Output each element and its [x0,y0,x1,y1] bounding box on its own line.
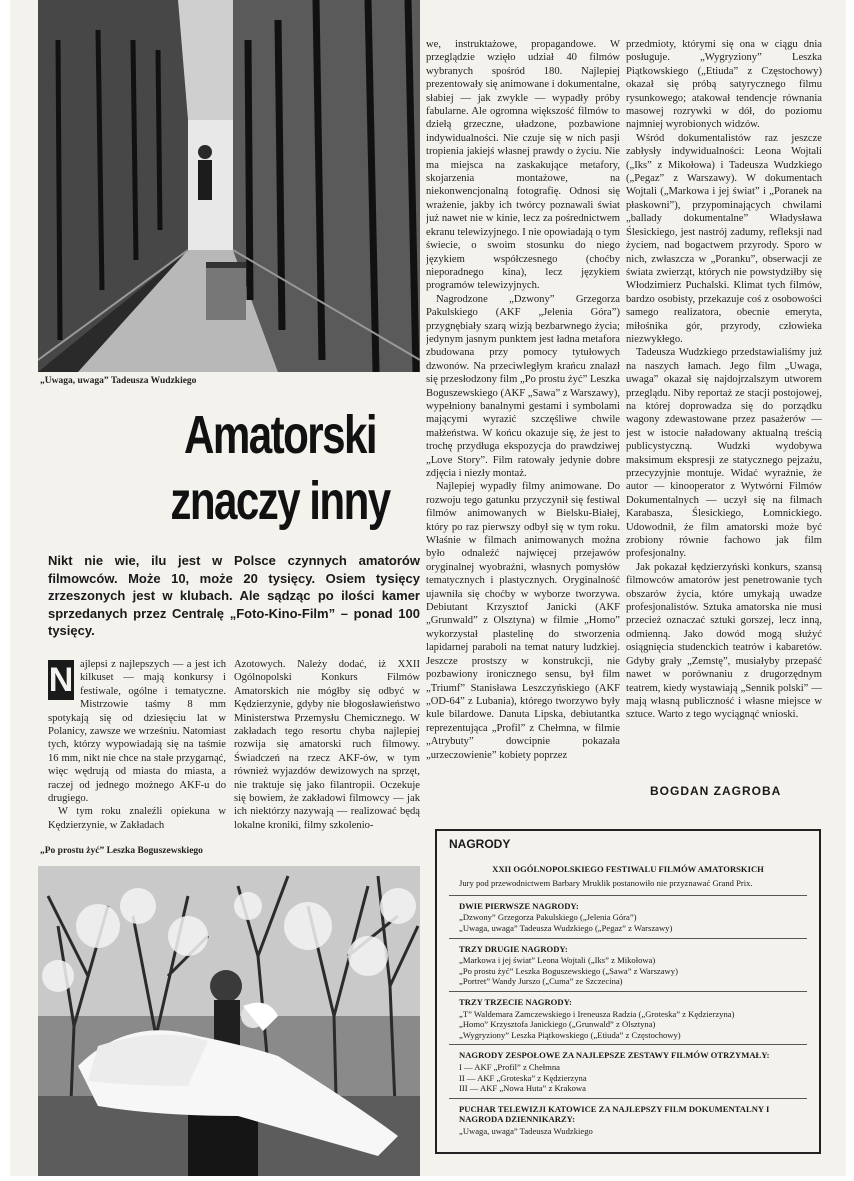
award-entry: „Markowa i jej świat” Leona Wojtali („Iks” z Mikołowa) [459,955,656,966]
headline [163,402,397,534]
dropcap: N [48,661,74,699]
award-entry: III — AKF „Nowa Huta” z Krakowa [459,1083,586,1094]
author-byline: BOGDAN ZAGROBA [650,784,782,798]
article-paragraph: Jak pokazał kędzierzyński konkurs, szansą filmowców amatorów jest penetrowanie tych obszarów życia, które umykają uwadze profesjonalistów. Sztuka amatorska nie musi przecież oznaczać sztuki gorszej, lecz inną, odmienną. Jako dowód mogą służyć osiągnięcia studenckich teatrów i kabaretów. Gdyby grały „Zemstę”, musiałyby przepaść nawet w porównaniu z drugorzędnym teatrem, kiedy wystawiają „Sennik polski” — mają własną publiczność i własne miejsce w sztuce. Warto z tego wyciągnąć wnioski. [626,561,822,721]
article-paragraph: Wśród dokumentalistów raz jeszcze zabłysły indywidualności: Leona Wojtali („Iks” z Mikołowa) i Tadeusza Wudzkiego („Pegaz” z Warszawy). W dokumentach Wojtali („Markowa i jej świat” i „Poranek na płaskowni”), przypominających chwilami „ballady dokumentalne” Władysława Ślesickiego, jest nastrój zadumy, refleksji nad życiem, nad bogactwem przyrody. Sporo w nich, zwłaszcza w „Poranku”, obserwacji ze świata zwierząt, których nie powstydziłby się Włodzimierz Puchalski. Klimat tych filmów, bardzo osobisty, przekazuje coś z osobowości samego realizatora, obecnie emeryta, miłośnika gór, przyrody, człowieka niezwykłego. [626,132,822,345]
award-entry: I — AKF „Profil” z Chełmna [459,1061,560,1072]
award-entry: „Portret” Wandy Jurszo („Cuma” ze Szczecina) [459,976,623,987]
lead-paragraph: Nikt nie wie, ilu jest w Polsce czynnych amatorów filmowców. Może 10, może 20 tysięcy. Osiem tysięcy zrzeszonych jest w klubach. Ale sądząc po ilości kamer sprzedanych przez Centralę „Foto-Kino-Film” – ponad 100 tysięcy. [48,553,420,638]
article-column-1 [48,658,226,836]
article-paragraph: Nagrodzone „Dzwony” Grzegorza Pakulskiego (AKF „Jelenia Góra”) przygnębiały szarą wizją bezbarwnego życia; jedynym jasnym punktem jest ładna metafora zbudowana przy pomocy tytułowych dzwonów. Na przeciwległym krańcu znalazł się przesłodzony film „Po prostu żyć” Leszka Boguszewskiego (AKF „Sawa” z Warszawy), wypełniony banalnymi gestami i symbolami mającymi wyrazić szczęśliwe chwile małżeństwa. W końcu okazuje się, że jest to trochę przydługa ekspozycja do prawdziwej „Love Story”. Film ratowały jedynie dobre zdjęcia i niezły montaż. [426,293,620,479]
divider [449,991,807,992]
headline-line-1: Amatorski [184,405,376,465]
divider [449,1044,807,1045]
divider [449,938,807,939]
award-entry: „Uwaga, uwaga” Tadeusza Wudzkiego („Pegaz” z Warszawy) [459,922,673,933]
article-column-2 [234,658,420,836]
award-entry: II — AKF „Groteska” z Kędzierzyna [459,1072,587,1083]
awards-festival-name: XXII OGÓLNOPOLSKIEGO FESTIWALU FILMÓW AMATORSKICH [492,863,764,874]
award-entry: „Wygryziony” Leszka Piątkowskiego („Etiuda” z Częstochowy) [459,1029,681,1040]
awards-box [435,829,821,1154]
award-entry: „Po prostu żyć” Leszka Boguszewskiego („Sawa” z Warszawy) [459,965,678,976]
award-entry: „Homo” Krzysztofa Janickiego („Grunwald” z Olsztyna) [459,1019,656,1030]
photo-train-corridor [38,0,420,372]
couple-trees-image [38,866,420,1176]
article-paragraph: ajlepsi z najlepszych — a jest ich kilkuset — mają konkursy i festiwale, ogólne i tematyczne. Mistrzowie taśmy 8 mm spotykają się od dziesięciu lat w Polanicy, zawsze we wrześniu. Natomiast tych, którzy wypowiadają się na taśmie 16 mm, nikt nie chce na stałe przygarnąć, więc wędrują od miasta do miasta, a raczej od jednego możnego AKF-u do drugiego. [48,659,226,805]
article-paragraph: przedmioty, którymi się ona w ciągu dnia posługuje. „Wygryziony” Leszka Piątkowskiego („Etiuda” z Częstochowy) okazał się próbą satyrycznego filmu rysunkowego; atakował tendencje równania masowej rozrywki w dół, do poziomu najmniej wyrobionych widzów. [626,39,822,131]
award-entry: „T” Waldemara Zamczewskiego i Ireneusza Radzia („Groteska” z Kędzierzyna) [459,1008,735,1019]
divider [449,1098,807,1099]
award-entry: „Dzwony” Grzegorza Pakulskiego („Jelenia Góra”) [459,912,637,923]
top-photo-caption: „Uwaga, uwaga” Tadeusza Wudzkiego [40,376,197,386]
article-column-3 [426,38,620,838]
bottom-photo-caption: „Po prostu żyć” Leszka Boguszewskiego [40,846,203,856]
awards-section-heading: NAGRODY ZESPOŁOWE ZA NAJLEPSZE ZESTAWY FILMÓW OTRZYMAŁY: [459,1050,770,1061]
article-paragraph: we, instruktażowe, propagandowe. W przeglądzie wzięło udział 40 filmów wybranych spośród 180. Najlepiej prezentowały się animowane i dokumentalne, słabiej — jak zwykle — wypadły próby fabularne. Ale ogromna większość filmów to dziełą grzeczne, uładzone, pozbawione indywidualności. Nie czuje się w nich pasji tropienia jakiejś własnej prawdy o życiu. Nie ma miejsca na zaskakujące metafory, skojarzenia montażowe, na niekonwencjonalną fotografię. Odnosi się wrażenie, jakby ich twórcy poznawali świat już nawet nie w kinie, lecz za pośrednictwem ekranu telewizyjnego. I nie opowiadają o tym świecie, o swoim stosunku do niego językiem współczesnego (choćby nieporadnego kina), lecz językiem programów telewizyjnych. [426,39,620,292]
article-paragraph: Tadeusza Wudzkiego przedstawialiśmy już na naszych łamach. Jego film „Uwaga, uwaga” okazał się najdojrzalszym utworem przeglądu. Niby reportaż ze stacji postojowej, na której doprowadza się do porządku wagony zdewastowane przez pasażerów — jest w istocie naładowany aktualną treścią publicystyczną. Wudzki wydobywa maksimum ekspresji ze statycznego pejzażu, przecyzyjnie montuje. Widać wyraźnie, że autor — kinooperator z Wytwórni Filmów Dokumentalnych — uczył się na filmach Karabasza, Ślesickiego, Łomnickiego. Udowodnił, że film amatorski może być zrobiony równie fachowo jak film profesjonalny. [626,347,822,560]
awards-section-heading: PUCHAR TELEWIZJI KATOWICE ZA NAJLEPSZY FILM DOKUMENTALNY I NAGRODA DZIENNIKARZY: [459,1103,770,1125]
article-paragraph: Azotowych. Należy dodać, iż XXII Ogólnopolski Konkurs Filmów Amatorskich nie mógłby się odbyć w Kędzierzynie, gdyby nie błogosławieństwo Ministerstwa Przemysłu Chemicznego. W zakładach tego resortu chyba najlepiej rozwija się amatorski ruch filmowy. Świadczeń na rzecz AKF-ów, w tym również wyjazdów dewizowych na sprzęt, nie traktuje się jako filantropii. Oczekuje się bowiem, że zakładowi filmowcy — jak ich niektórzy nazywają — realizować będą lokalne kroniki, filmy szkolenio- [234,659,420,831]
headline-line-2: znaczy inny [170,471,390,531]
awards-jury-note: Jury pod przewodnictwem Barbary Mruklik postanowiło nie przyznawać Grand Prix. [459,878,753,889]
article-paragraph: W tym roku znaleźli opiekuna w Kędzierzynie, w Zakładach [48,806,226,831]
magazine-page [10,0,846,1176]
awards-section-heading: TRZY TRZECIE NAGRODY: [459,996,572,1007]
train-corridor-image [38,0,420,372]
article-paragraph: Najlepiej wypadły filmy animowane. Do rozwoju tego gatunku przyczynił się festiwal filmów animowanych w Bielsku-Białej, który po raz pierwszy odbył się w tym roku. Właśnie w filmach animowanych można było odnaleźć najwięcej przejawów oryginalnej wyobraźni, własnych pomysłów tematycznych i plastycznych. Oryginalność ujawniła się choćby w wyborze tworzywa. Debiutant Krzysztof Janicki (AKF „Grunwald” z Olsztyna) w filmie „Homo” wykorzystał plastelinę do stworzenia lapidarnej paraboli na temat natury ludzkiej. Jeszcze prostszy w konstrukcji, nie pozbawiony ironicznego sensu, był film „Triumf” Stanisława Leszczyńskiego (AKF „OD-64” z Lubania), którego tworzywo były kule bilardowe. Danuta Lipska, debiutantka reprezentująca „Profil” z Chełmna, w filmie „Atrybuty” dowcipnie pokazała „urzeczowienie” kobiety poprzez [426,481,620,761]
award-entry: „Uwaga, uwaga” Tadeusza Wudzkiego [459,1125,593,1136]
photo-couple-trees [38,866,420,1176]
awards-section-heading: TRZY DRUGIE NAGRODY: [459,943,568,954]
awards-section-heading: DWIE PIERWSZE NAGRODY: [459,900,579,911]
article-column-4 [626,38,822,780]
awards-title: NAGRODY [449,837,511,851]
divider [449,895,807,896]
